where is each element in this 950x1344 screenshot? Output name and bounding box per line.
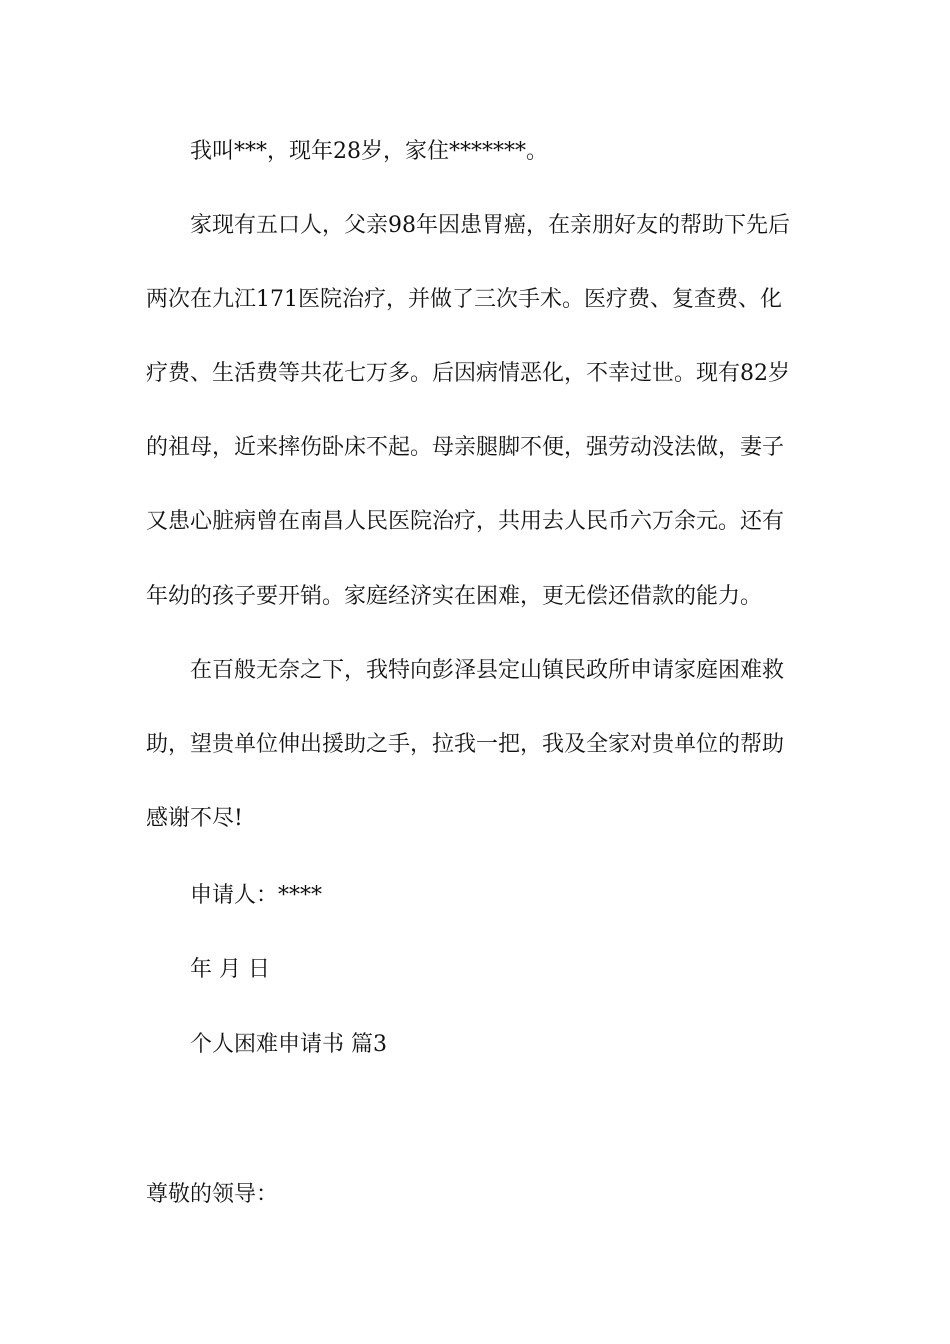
salutation-line: 尊敬的领导： [146, 1182, 279, 1207]
paragraph-line: 又患心脏病曾在南昌人民医院治疗，共用去人民币六万余元。还有 [146, 509, 785, 534]
paragraph-line: 感谢不尽! [146, 806, 243, 831]
applicant-line: 申请人：**** [190, 883, 323, 908]
paragraph-line: 家现有五口人，父亲98年因患胃癌，在亲朋好友的帮助下先后 [190, 213, 790, 238]
paragraph-line: 疗费、生活费等共花七万多。后因病情恶化，不幸过世。现有82岁 [146, 361, 790, 386]
paragraph-line: 我叫***，现年28岁，家住*******。 [190, 139, 548, 164]
date-line: 年 月 日 [190, 957, 270, 982]
paragraph-line: 年幼的孩子要开销。家庭经济实在困难，更无偿还借款的能力。 [146, 584, 763, 609]
paragraph-line: 的祖母，近来摔伤卧床不起。母亲腿脚不便，强劳动没法做，妻子 [146, 435, 785, 460]
paragraph-line: 助，望贵单位伸出援助之手，拉我一把，我及全家对贵单位的帮助 [146, 732, 785, 757]
paragraph-line: 在百般无奈之下，我特向彭泽县定山镇民政所申请家庭困难救 [190, 658, 785, 683]
section-title: 个人困难申请书 篇3 [190, 1032, 387, 1057]
paragraph-line: 两次在九江171医院治疗，并做了三次手术。医疗费、复查费、化 [146, 287, 782, 312]
